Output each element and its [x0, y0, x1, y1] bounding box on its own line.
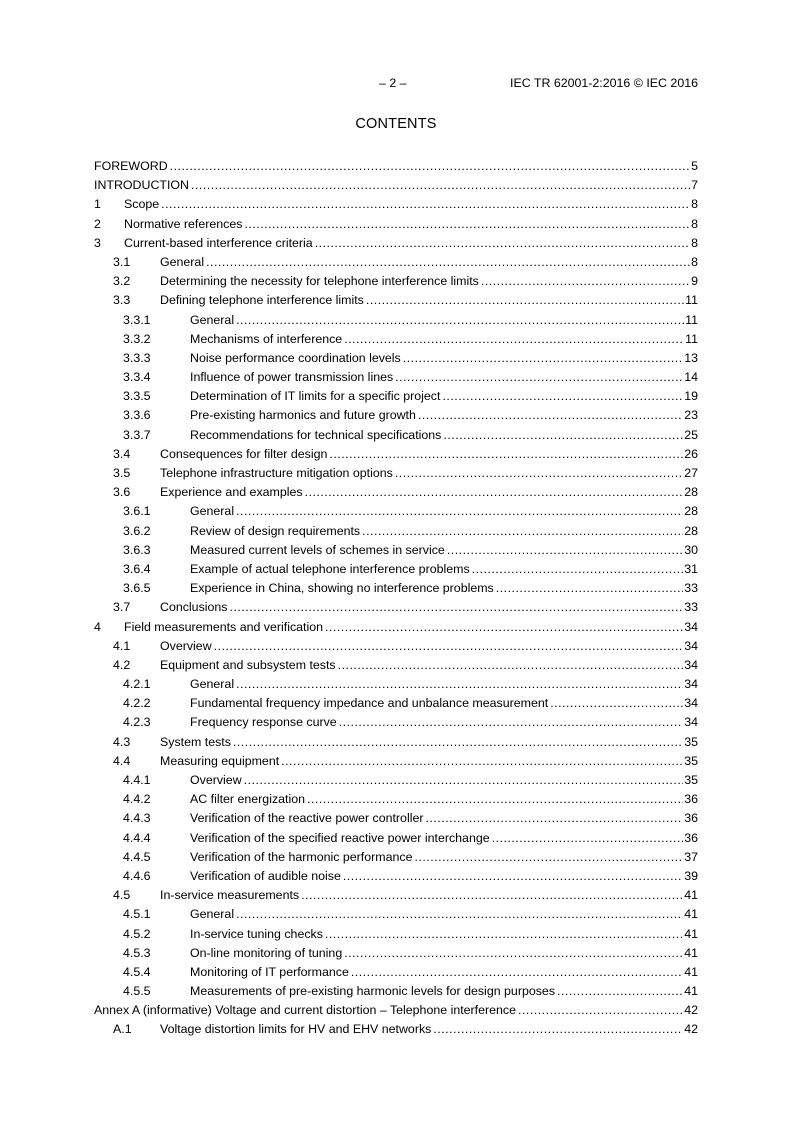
toc-entry[interactable]: [94, 406, 698, 425]
dot-leader: [214, 637, 684, 656]
toc-entry-title: General: [160, 254, 205, 269]
toc-entry-title: In-service measurements: [160, 888, 300, 903]
toc-entry-number: 3.6.2: [123, 523, 151, 538]
toc-entry-page: 36: [684, 792, 698, 807]
toc-entry-title: Verification of the specified reactive power interchange: [190, 830, 490, 845]
toc-entry-title: Monitoring of IT performance: [190, 964, 349, 979]
toc-entry-page: 25: [684, 427, 698, 442]
page-number: – 2 –: [379, 76, 407, 90]
toc-entry-number: 3.3.3: [123, 350, 151, 365]
toc-entry-title: Field measurements and verification: [124, 619, 324, 634]
dot-leader: [344, 944, 683, 963]
toc-entry[interactable]: [94, 618, 698, 637]
toc-entry-number: 4.4.3: [123, 811, 151, 826]
toc-entry-page: 11: [685, 312, 698, 327]
toc-entry-title: In-service tuning checks: [190, 926, 323, 941]
dot-leader: [161, 195, 690, 214]
toc-entry-number: 3.5: [113, 466, 131, 480]
toc-entry-title: Review of design requirements: [190, 523, 361, 538]
dot-leader: [230, 598, 684, 617]
toc-entry-number: 4.2.3: [123, 715, 151, 730]
dot-leader: [339, 713, 684, 732]
toc-entry-page: 36: [684, 830, 698, 845]
toc-entry-title: Experience in China, showing no interference problems: [190, 581, 494, 596]
toc-entry[interactable]: [94, 445, 698, 464]
toc-entry-number: 3.6.5: [123, 581, 151, 596]
toc-entry-page: 26: [684, 446, 698, 461]
dot-leader: [305, 483, 684, 502]
toc-entry-page: 28: [684, 504, 698, 519]
toc-entry-title: System tests: [160, 734, 231, 749]
dot-leader: [244, 771, 684, 790]
dot-leader: [395, 368, 683, 387]
dot-leader: [518, 1001, 683, 1020]
toc-entry-title: Experience and examples: [160, 485, 303, 500]
toc-entry[interactable]: [94, 694, 698, 713]
toc-entry[interactable]: [94, 905, 698, 924]
dot-leader: [236, 311, 684, 330]
toc-entry-number: 4.5.3: [123, 945, 151, 960]
toc-entry-page: 41: [684, 984, 698, 999]
toc-entry[interactable]: [94, 291, 698, 310]
toc-entry-number: 4.4.5: [123, 849, 151, 864]
toc-entry[interactable]: [94, 733, 698, 752]
toc-entry-number: 4.5.1: [123, 907, 151, 922]
toc-entry-page: 8: [691, 235, 698, 250]
toc-entry-number: 3.3: [113, 293, 131, 308]
toc-entry-page: 35: [684, 773, 698, 787]
toc-entry-number: 4.5.2: [123, 926, 151, 941]
toc-entry[interactable]: [94, 886, 698, 905]
toc-entry[interactable]: [94, 349, 698, 368]
toc-entry-number: 3.2: [113, 274, 131, 289]
toc-entry[interactable]: [94, 234, 698, 253]
toc-entry-number: 3.3.2: [123, 331, 151, 346]
toc-entry-number: 4.2.1: [123, 677, 151, 692]
toc-entry-title: AC filter energization: [190, 792, 306, 807]
toc-entry[interactable]: [94, 713, 698, 732]
toc-entry-number: 3.3.4: [123, 370, 151, 385]
toc-entry-title: Scope: [124, 197, 160, 212]
toc-entry-page: 8: [691, 197, 698, 212]
toc-entry-page: 31: [684, 561, 698, 576]
toc-entry-page: 39: [684, 868, 698, 883]
toc-entry-number: 3.6.1: [123, 504, 151, 519]
dot-leader: [325, 925, 683, 944]
toc-entry-title: FOREWORD: [94, 159, 168, 173]
toc-entry-page: 11: [685, 293, 698, 308]
toc-entry-number: 3.3.7: [123, 427, 151, 442]
toc-entry-page: 34: [684, 715, 698, 730]
toc-entry-title: Telephone infrastructure mitigation options: [160, 466, 393, 480]
toc-entry-page: 8: [691, 254, 698, 269]
toc-entry-page: 34: [684, 619, 698, 634]
toc-entry-page: 28: [684, 523, 698, 538]
toc-entry-number: 4.4.1: [123, 773, 151, 787]
toc-entry-number: 4.5: [113, 888, 131, 903]
toc-entry-page: 34: [684, 638, 698, 653]
dot-leader: [492, 829, 684, 848]
toc-entry[interactable]: [94, 368, 698, 387]
toc-entry-page: 35: [684, 753, 698, 768]
toc-entry[interactable]: [94, 560, 698, 579]
toc-entry-title: Defining telephone interference limits: [160, 293, 364, 308]
toc-entry-title: Fundamental frequency impedance and unbalance measurement: [190, 696, 549, 711]
toc-entry-page: 23: [684, 408, 698, 423]
dot-leader: [362, 522, 683, 541]
toc-entry-page: 33: [684, 581, 698, 596]
toc-entry[interactable]: [94, 809, 698, 828]
dot-leader: [244, 215, 690, 234]
toc-entry-number: 2: [94, 216, 101, 231]
toc-entry-number: 4.5.5: [123, 984, 151, 999]
toc-entry-number: 1: [94, 197, 101, 212]
toc-entry[interactable]: [94, 253, 698, 272]
dot-leader: [315, 234, 690, 253]
toc-entry-title: Normative references: [124, 216, 243, 231]
toc-entry-page: 41: [684, 888, 698, 903]
toc-entry[interactable]: [94, 176, 698, 195]
toc-entry-page: 41: [684, 945, 698, 960]
dot-leader: [236, 502, 683, 521]
toc-entry[interactable]: [94, 867, 698, 886]
toc-entry-number: 4.4.4: [123, 830, 151, 845]
toc-entry-page: 34: [684, 677, 698, 692]
dot-leader: [425, 809, 683, 828]
dot-leader: [550, 694, 683, 713]
toc-entry-title: Annex A (informative) Voltage and current distortion – Telephone interference: [94, 1003, 516, 1018]
toc-entry[interactable]: [94, 311, 698, 330]
toc-entry-number: 4.4.2: [123, 792, 151, 807]
toc-entry[interactable]: [94, 1001, 698, 1020]
toc-entry-title: General: [190, 907, 235, 922]
toc-entry-title: Current-based interference criteria: [124, 235, 313, 250]
toc-entry-title: Measurements of pre-existing harmonic levels for design purposes: [190, 984, 556, 999]
toc-entry[interactable]: [94, 195, 698, 214]
dot-leader: [233, 733, 683, 752]
toc-entry-title: Pre-existing harmonics and future growth: [190, 408, 416, 423]
toc-entry-title: Influence of power transmission lines: [190, 370, 394, 385]
toc-entry-page: 33: [684, 600, 698, 615]
toc-entry[interactable]: [94, 387, 698, 406]
toc-entry-title: Example of actual telephone interference problems: [190, 561, 470, 576]
toc-entry-number: 4.5.4: [123, 964, 151, 979]
toc-entry-title: Consequences for filter design: [160, 446, 328, 461]
toc-entry-number: 4.4: [113, 753, 131, 768]
toc-entry-number: 3.6.4: [123, 561, 151, 576]
dot-leader: [395, 464, 683, 483]
toc-entry-title: Frequency response curve: [190, 715, 337, 730]
toc-entry-page: 30: [684, 542, 698, 557]
toc-entry-page: 34: [684, 657, 698, 672]
toc-entry-number: 3.3.1: [123, 312, 151, 327]
dot-leader: [281, 752, 683, 771]
dot-leader: [307, 790, 683, 809]
dot-leader: [325, 618, 683, 637]
toc-entry-page: 7: [691, 178, 698, 193]
dot-leader: [338, 656, 684, 675]
dot-leader: [301, 886, 683, 905]
toc-entry[interactable]: [94, 464, 698, 483]
dot-leader: [433, 1020, 683, 1039]
toc-entry-number: 3.6.3: [123, 542, 151, 557]
dot-leader: [344, 330, 684, 349]
dot-leader: [403, 349, 683, 368]
toc-entry[interactable]: [94, 829, 698, 848]
toc-entry-title: Measuring equipment: [160, 753, 280, 768]
toc-entry[interactable]: [94, 675, 698, 694]
toc-entry-page: 11: [685, 331, 698, 346]
toc-entry-page: 8: [691, 216, 698, 231]
toc-entry-title: Measured current levels of schemes in service: [190, 542, 445, 557]
toc-entry-title: INTRODUCTION: [94, 178, 189, 193]
toc-entry-title: General: [190, 677, 235, 692]
dot-leader: [191, 176, 690, 195]
toc-entry-title: Overview: [160, 638, 212, 653]
toc-entry-title: Recommendations for technical specifications: [190, 427, 442, 442]
toc-entry-title: General: [190, 312, 235, 327]
toc-entry[interactable]: [94, 752, 698, 771]
toc-entry-title: Mechanisms of interference: [190, 331, 343, 346]
toc-entry-page: 27: [684, 466, 698, 480]
toc-entry[interactable]: [94, 272, 698, 291]
toc-entry-title: General: [190, 504, 235, 519]
toc-entry[interactable]: [94, 426, 698, 445]
toc-entry[interactable]: [94, 790, 698, 809]
dot-leader: [329, 445, 683, 464]
toc-entry-number: 3.3.6: [123, 408, 151, 423]
toc-entry-number: 3.6: [113, 485, 131, 500]
toc-entry-title: Conclusions: [160, 600, 228, 615]
toc-entry-page: 41: [684, 964, 698, 979]
toc-entry-page: 36: [684, 811, 698, 826]
toc-entry-page: 34: [684, 696, 698, 711]
toc-entry[interactable]: [94, 330, 698, 349]
dot-leader: [496, 579, 683, 598]
toc-entry[interactable]: [94, 598, 698, 617]
toc-entry[interactable]: [94, 944, 698, 963]
toc-entry-title: Determining the necessity for telephone interference limits: [160, 274, 479, 289]
toc-entry[interactable]: [94, 848, 698, 867]
toc-entry-number: A.1: [113, 1022, 132, 1037]
toc-entry[interactable]: [94, 215, 698, 234]
dot-leader: [170, 157, 690, 176]
toc-entry-title: Verification of audible noise: [190, 868, 341, 883]
toc-entry-page: 13: [684, 350, 698, 365]
toc-entry[interactable]: [94, 925, 698, 944]
toc-entry[interactable]: [94, 579, 698, 598]
dot-leader: [442, 387, 683, 406]
dot-leader: [418, 406, 683, 425]
toc-entry-title: Overview: [190, 773, 242, 787]
toc-entry[interactable]: [94, 982, 698, 1001]
table-of-contents: [94, 157, 698, 1040]
toc-entry-page: 42: [684, 1022, 698, 1037]
dot-leader: [351, 963, 683, 982]
toc-entry[interactable]: [94, 637, 698, 656]
toc-entry[interactable]: [94, 771, 698, 790]
dot-leader: [366, 291, 684, 310]
toc-entry-number: 3.4: [113, 446, 131, 461]
toc-entry-page: 35: [684, 734, 698, 749]
toc-entry-title: Voltage distortion limits for HV and EHV networks: [160, 1022, 432, 1037]
contents-title: CONTENTS: [355, 116, 437, 132]
toc-entry-title: Verification of the harmonic performance: [190, 849, 413, 864]
toc-entry-number: 4.4.6: [123, 868, 151, 883]
toc-entry-number: 4.2: [113, 657, 131, 672]
toc-entry-title: Noise performance coordination levels: [190, 350, 401, 365]
toc-entry-page: 42: [684, 1003, 698, 1018]
dot-leader: [414, 848, 683, 867]
dot-leader: [206, 253, 690, 272]
dot-leader: [343, 867, 683, 886]
toc-entry[interactable]: [94, 963, 698, 982]
toc-entry-page: 37: [684, 849, 698, 864]
toc-entry-page: 5: [691, 159, 698, 173]
toc-entry[interactable]: [94, 502, 698, 521]
dot-leader: [481, 272, 690, 291]
toc-entry-page: 41: [684, 907, 698, 922]
dot-leader: [443, 426, 683, 445]
toc-entry-title: Verification of the reactive power controller: [190, 811, 424, 826]
toc-entry-number: 4: [94, 619, 101, 634]
toc-entry-title: Equipment and subsystem tests: [160, 657, 336, 672]
toc-entry-number: 3.3.5: [123, 389, 151, 404]
toc-entry-page: 19: [684, 389, 698, 404]
toc-entry[interactable]: [94, 157, 698, 176]
toc-entry-page: 14: [684, 370, 698, 385]
toc-entry-number: 4.3: [113, 734, 131, 749]
toc-entry-number: 3: [94, 235, 101, 250]
toc-entry-number: 3.1: [113, 254, 131, 269]
toc-entry-title: Determination of IT limits for a specific project: [190, 389, 441, 404]
dot-leader: [236, 905, 683, 924]
document-reference: IEC TR 62001-2:2016 © IEC 2016: [510, 76, 698, 90]
toc-entry[interactable]: [94, 483, 698, 502]
dot-leader: [472, 560, 684, 579]
toc-entry-title: On-line monitoring of tuning: [190, 945, 343, 960]
dot-leader: [236, 675, 683, 694]
toc-entry[interactable]: [94, 1020, 698, 1039]
dot-leader: [447, 541, 683, 560]
toc-entry-page: 28: [684, 485, 698, 500]
toc-entry[interactable]: [94, 656, 698, 675]
toc-entry[interactable]: [94, 522, 698, 541]
toc-entry-number: 3.7: [113, 600, 131, 615]
toc-entry-page: 9: [691, 274, 698, 289]
dot-leader: [557, 982, 683, 1001]
toc-entry[interactable]: [94, 541, 698, 560]
toc-entry-page: 41: [684, 926, 698, 941]
toc-entry-number: 4.2.2: [123, 696, 151, 711]
toc-entry-number: 4.1: [113, 638, 131, 653]
